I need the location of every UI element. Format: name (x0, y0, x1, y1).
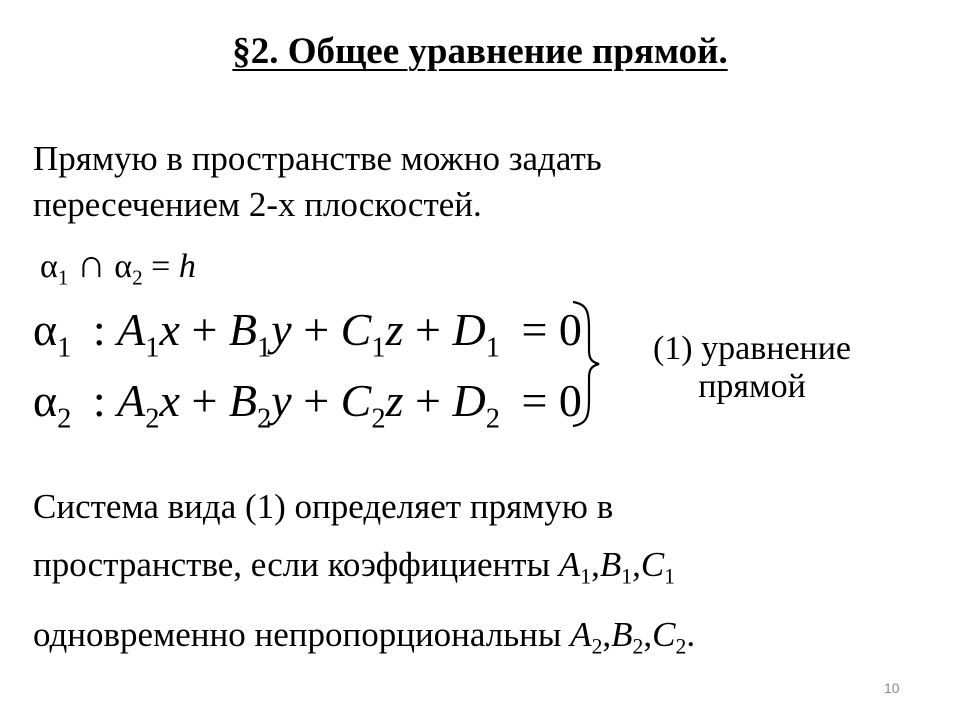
plus-sign: + (303, 375, 330, 426)
coef-b: B (228, 375, 258, 426)
period: . (686, 614, 696, 654)
page-title: §2. Общее уравнение прямой. (232, 31, 728, 72)
note-line-1: (1) уравнение (652, 330, 852, 367)
var-x: x (159, 375, 180, 426)
intro-paragraph (33, 136, 602, 228)
coef-c: C (340, 304, 372, 355)
plus-sign: + (191, 304, 218, 355)
equals-sign: = (151, 248, 171, 285)
system-paragraph (33, 478, 695, 675)
subscript: 1 (57, 265, 69, 290)
subscript: 1 (257, 332, 272, 364)
system-line-3-text: одновременно непропорциональны (33, 614, 571, 654)
coef-a: A (117, 304, 146, 355)
subscript: 2 (145, 403, 160, 435)
alpha-symbol: α (40, 248, 58, 285)
subscript: 1 (57, 332, 72, 364)
subscript: 1 (664, 564, 676, 589)
coef-b: B (611, 614, 633, 654)
var-y: y (271, 304, 292, 355)
plus-sign: + (303, 304, 330, 355)
alpha-symbol: α (33, 375, 58, 426)
equation-note (612, 330, 892, 406)
subscript: 1 (580, 564, 592, 589)
page-number: 10 (884, 680, 900, 696)
zero: 0 (558, 304, 582, 355)
subscript: 1 (621, 564, 633, 589)
colon: : (92, 304, 106, 355)
subscript: 1 (371, 332, 386, 364)
coef-a: A (570, 614, 592, 654)
alpha-symbol: α (33, 304, 58, 355)
right-brace-icon (565, 298, 605, 430)
coef-c: C (340, 375, 372, 426)
alpha-symbol: α (114, 248, 133, 285)
intro-line-2: пересечением 2-х плоскостей. (33, 185, 482, 224)
subscript: 2 (57, 403, 72, 435)
plane-equation-1 (33, 303, 582, 364)
coef-c: C (640, 545, 665, 584)
subscript: 2 (132, 265, 143, 290)
system-line-1: Система вида (1) определяет прямую в (33, 487, 614, 526)
subscript: 2 (371, 403, 386, 435)
coef-b: B (228, 304, 258, 355)
colon: : (92, 375, 106, 426)
comma: , (632, 545, 641, 584)
note-line-2: прямой (698, 368, 806, 405)
subscript: 2 (591, 634, 603, 659)
subscript: 2 (675, 634, 687, 659)
var-z: z (385, 304, 404, 355)
coef-b: B (599, 545, 622, 584)
coef-c: C (652, 614, 676, 654)
intro-line-1: Прямую в пространстве можно задать (33, 139, 602, 178)
var-x: x (159, 304, 180, 355)
plus-sign: + (415, 375, 441, 426)
coef-a: A (558, 545, 581, 584)
subscript: 2 (485, 403, 500, 435)
system-line-2-text: пространстве, если коэффициенты (33, 545, 559, 584)
plus-sign: + (191, 375, 218, 426)
intersection-formula (40, 240, 196, 290)
zero: 0 (558, 375, 582, 426)
comma: , (591, 545, 600, 584)
system-line-3 (33, 606, 695, 676)
coef-a: A (117, 375, 146, 426)
var-z: z (385, 375, 404, 426)
subscript: 1 (145, 332, 160, 364)
subscript: 2 (257, 403, 272, 435)
equals-sign: = (521, 375, 548, 426)
comma: , (643, 614, 653, 654)
coef-d: D (452, 304, 486, 355)
plus-sign: + (415, 304, 441, 355)
line-symbol-h: h (178, 248, 196, 285)
equals-sign: = (521, 304, 548, 355)
subscript: 1 (485, 332, 500, 364)
intersection-symbol: ∩ (76, 241, 106, 286)
system-line-2 (33, 536, 695, 606)
var-y: y (271, 375, 292, 426)
subscript: 2 (632, 634, 644, 659)
plane-equation-2 (33, 374, 582, 435)
comma: , (602, 614, 612, 654)
coef-d: D (452, 375, 486, 426)
